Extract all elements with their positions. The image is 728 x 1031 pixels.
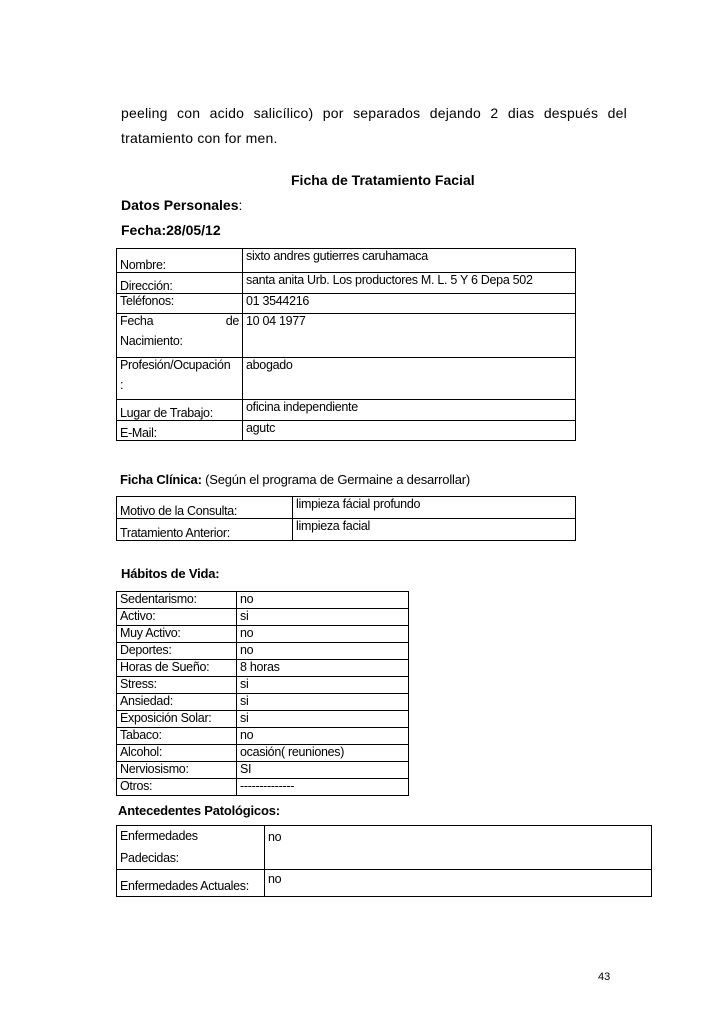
intro-word: peeling bbox=[121, 105, 168, 121]
row-value: SI bbox=[237, 762, 409, 779]
table-row bbox=[117, 314, 576, 358]
row-label-part: Padecidas: bbox=[120, 851, 179, 865]
habitos-heading: Hábitos de Vida: bbox=[121, 566, 220, 581]
antecedentes-table bbox=[116, 825, 652, 897]
intro-line-2: tratamiento con for men. bbox=[121, 130, 278, 146]
row-label-part: Fecha bbox=[120, 314, 154, 328]
row-value: ocasión( reuniones) bbox=[237, 745, 409, 762]
datos-personales-label: Datos Personales bbox=[121, 197, 239, 213]
row-value: si bbox=[237, 609, 409, 626]
table-row bbox=[117, 728, 409, 745]
row-value: limpieza facial bbox=[293, 519, 576, 541]
row-value: no bbox=[237, 728, 409, 745]
ficha-clinica-heading bbox=[120, 472, 470, 487]
table-row bbox=[117, 273, 576, 294]
row-label: Horas de Sueño: bbox=[117, 660, 237, 677]
ficha-clinica-table bbox=[116, 496, 576, 541]
row-label: Sedentarismo: bbox=[117, 592, 237, 609]
row-label: Dirección: bbox=[117, 273, 243, 294]
intro-line-1 bbox=[121, 105, 627, 121]
datos-personales-heading bbox=[121, 197, 242, 213]
fecha-label: Fecha:28/05/12 bbox=[121, 222, 221, 238]
row-label: Teléfonos: bbox=[117, 294, 243, 314]
table-row bbox=[117, 660, 409, 677]
table-row bbox=[117, 519, 576, 541]
row-value: santa anita Urb. Los productores M. L. 5 Y 6 Depa 502 bbox=[243, 273, 576, 294]
table-row bbox=[117, 626, 409, 643]
antecedentes-heading: Antecedentes Patológicos: bbox=[118, 803, 280, 818]
row-label-part: Profesión/Ocupación bbox=[120, 358, 231, 372]
row-label bbox=[117, 358, 243, 400]
row-value: si bbox=[237, 711, 409, 728]
ficha-clinica-subheading: (Según el programa de Germaine a desarrollar) bbox=[201, 472, 471, 487]
row-value: no bbox=[237, 592, 409, 609]
row-value: no bbox=[265, 826, 652, 870]
table-row bbox=[117, 779, 409, 796]
row-label-part: de bbox=[225, 314, 239, 328]
table-row bbox=[117, 711, 409, 728]
ficha-clinica-label: Ficha Clínica: bbox=[120, 472, 202, 487]
row-label: Muy Activo: bbox=[117, 626, 237, 643]
row-label: E-Mail: bbox=[117, 421, 243, 441]
table-row bbox=[117, 400, 576, 421]
intro-word: del bbox=[607, 105, 627, 121]
row-value: agutc bbox=[243, 421, 576, 441]
datos-personales-colon: : bbox=[238, 197, 243, 213]
datos-personales-table bbox=[116, 248, 576, 441]
table-row bbox=[117, 826, 652, 870]
row-label-part: : bbox=[120, 378, 124, 392]
row-value: sixto andres gutierres caruhamaca bbox=[243, 249, 576, 273]
document-title: Ficha de Tratamiento Facial bbox=[291, 172, 475, 188]
table-row bbox=[117, 592, 409, 609]
page-number: 43 bbox=[598, 971, 611, 983]
table-row bbox=[117, 677, 409, 694]
table-row bbox=[117, 762, 409, 779]
intro-word: acido bbox=[209, 105, 245, 121]
table-row bbox=[117, 358, 576, 400]
row-label bbox=[117, 314, 243, 358]
row-value: 8 horas bbox=[237, 660, 409, 677]
row-label: Enfermedades Actuales: bbox=[117, 870, 265, 897]
row-value: si bbox=[237, 677, 409, 694]
table-row bbox=[117, 421, 576, 441]
table-row bbox=[117, 249, 576, 273]
row-label-part: Enfermedades bbox=[120, 829, 198, 843]
row-value: abogado bbox=[243, 358, 576, 400]
table-row bbox=[117, 294, 576, 314]
row-label: Tratamiento Anterior: bbox=[117, 519, 293, 541]
intro-word: después bbox=[543, 105, 599, 121]
row-label: Tabaco: bbox=[117, 728, 237, 745]
habitos-table bbox=[116, 591, 409, 796]
intro-word: con bbox=[177, 105, 201, 121]
row-label: Exposición Solar: bbox=[117, 711, 237, 728]
row-label: Deportes: bbox=[117, 643, 237, 660]
table-row bbox=[117, 643, 409, 660]
intro-word: dejando bbox=[429, 105, 481, 121]
table-row bbox=[117, 694, 409, 711]
row-value: -------------- bbox=[237, 779, 409, 796]
row-value: no bbox=[237, 626, 409, 643]
row-label: Stress: bbox=[117, 677, 237, 694]
row-value: 01 3544216 bbox=[243, 294, 576, 314]
row-value: oficina independiente bbox=[243, 400, 576, 421]
row-label: Nombre: bbox=[117, 249, 243, 273]
row-label-part: Nacimiento: bbox=[120, 334, 183, 348]
row-label bbox=[117, 826, 265, 870]
table-row bbox=[117, 497, 576, 519]
row-value: limpieza fácial profundo bbox=[293, 497, 576, 519]
table-row bbox=[117, 870, 652, 897]
intro-word: dias bbox=[507, 105, 535, 121]
row-value: no bbox=[237, 643, 409, 660]
row-value: no bbox=[265, 870, 652, 897]
row-label: Ansiedad: bbox=[117, 694, 237, 711]
table-row bbox=[117, 609, 409, 626]
row-label: Nerviosismo: bbox=[117, 762, 237, 779]
table-row bbox=[117, 745, 409, 762]
row-value: si bbox=[237, 694, 409, 711]
intro-word: separados bbox=[353, 105, 421, 121]
row-label: Activo: bbox=[117, 609, 237, 626]
intro-word: por bbox=[322, 105, 344, 121]
row-value: 10 04 1977 bbox=[243, 314, 576, 358]
row-label: Motivo de la Consulta: bbox=[117, 497, 293, 519]
intro-word: salicílico) bbox=[253, 105, 314, 121]
row-label: Alcohol: bbox=[117, 745, 237, 762]
intro-word: 2 bbox=[490, 105, 499, 121]
row-label: Lugar de Trabajo: bbox=[117, 400, 243, 421]
row-label: Otros: bbox=[117, 779, 237, 796]
